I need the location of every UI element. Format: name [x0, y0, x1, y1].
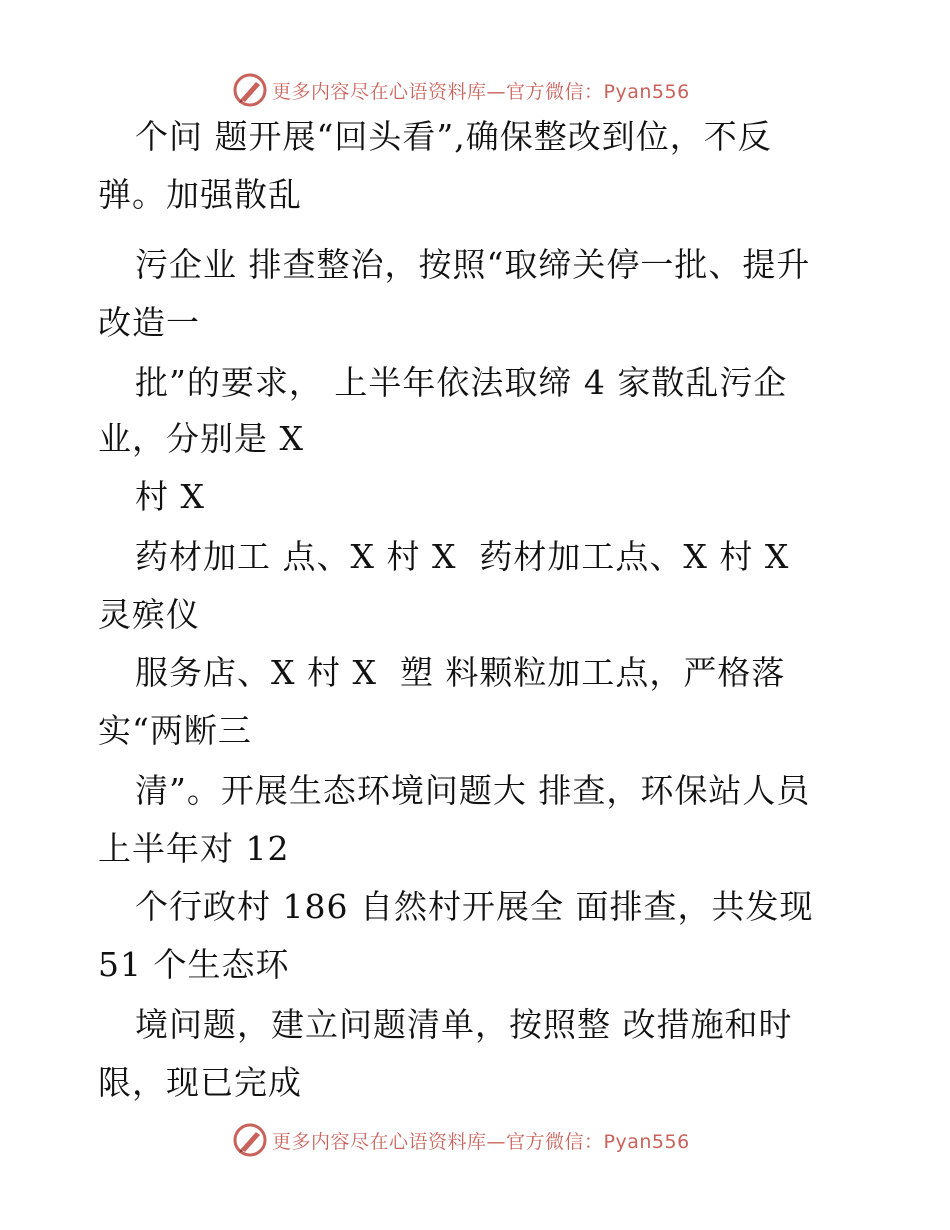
text-line-3: 污企业 排查整治，按照“取缔关停一批、提升 — [135, 245, 811, 284]
watermark-text: 更多内容尽在心语资料库—官方微信：Pyan556 — [272, 80, 690, 103]
red-pen-circle-logo-icon — [232, 1122, 268, 1158]
header-watermark-banner — [232, 70, 690, 110]
text-line-2: 弹。加强散乱 — [98, 175, 302, 214]
text-line-15: 51 个生态环 — [98, 945, 290, 984]
text-line-12: 清”。开展生态环境问题大 排查，环保站人员 — [135, 771, 811, 810]
text-line-16: 境问题，建立问题清单，按照整 改措施和时 — [135, 1005, 793, 1044]
text-line-4: 改造一 — [98, 303, 200, 342]
text-line-8: 药材加工 点、X 村 X 药材加工点、X 村 X — [135, 537, 790, 576]
text-line-14: 个行政村 186 自然村开展全 面排查，共发现 — [135, 887, 814, 926]
text-line-10: 服务店、X 村 X 塑 料颗粒加工点，严格落 — [135, 653, 786, 692]
text-line-17: 限，现已完成 — [98, 1063, 302, 1102]
footer-watermark-banner — [232, 1120, 690, 1160]
text-line-6: 业，分别是 X — [98, 419, 304, 458]
text-line-13: 上半年对 12 — [98, 829, 290, 868]
text-line-1: 个问 题开展“回头看”,确保整改到位，不反 — [135, 117, 772, 156]
text-line-9: 灵殡仪 — [98, 595, 200, 634]
text-line-5: 批”的要求， 上半年依法取缔 4 家散乱污企 — [135, 363, 788, 402]
text-line-11: 实“两断三 — [98, 711, 252, 750]
text-line-7: 村 X — [135, 477, 205, 516]
red-pen-circle-logo-icon — [232, 72, 268, 108]
watermark-text: 更多内容尽在心语资料库—官方微信：Pyan556 — [272, 1130, 690, 1153]
